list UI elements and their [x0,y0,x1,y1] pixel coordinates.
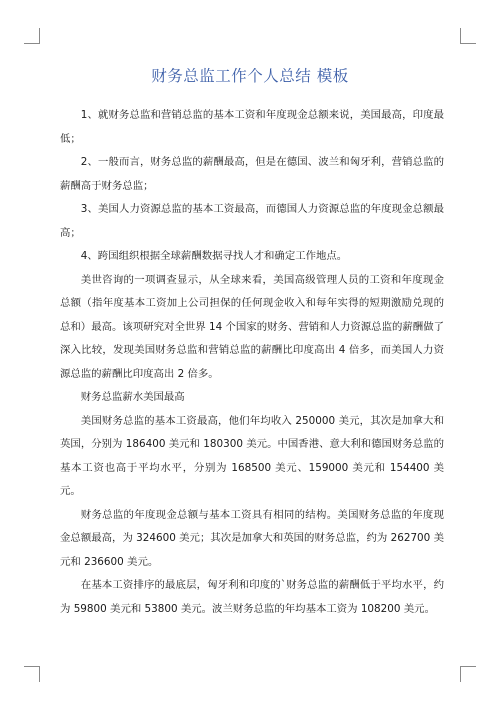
paragraph-1: 1、就财务总监和营销总监的基本工资和年度现金总额来说，美国最高，印度最低； [60,109,444,145]
document-body [60,104,444,621]
paragraph-7: 美国财务总监的基本工资最高，他们年均收入 250000 美元，其次是加拿大和英国，分别为 186400 美元和 180300 美元。中国香港、意大利和德国财务总监的基本工资也高于平均水平，分别为 168500 美元、159000 美元和 154400 美元。 [60,414,444,497]
crop-mark-bottom-left-horizontal [24,666,40,667]
crop-mark-top-left-horizontal [24,43,40,44]
paragraph-9: 在基本工资排序的最底层，匈牙利和印度的`财务总监的薪酬低于平均水平，约为 59800 美元和 53800 美元。波兰财务总监的年均基本工资为 108200 美元。 [60,579,444,615]
section-heading-cfo-salary: 财务总监薪水美国最高 [80,391,185,403]
paragraph-5: 美世咨询的一项调查显示，从全球来看，美国高级管理人员的工资和年度现金总额（指年度基本工资加上公司担保的任何现金收入和每年实得的短期激励兑现的总和）最高。该项研究对全世界 14 个国家的财务、营销和人力资源总监的薪酬做了深入比较，发现美国财务总监和营销总监的薪酬比印度高出 4 倍多，而美国人力资源总监的薪酬比印度高出 2 倍多。 [60,273,444,380]
crop-mark-bottom-right-vertical [460,666,461,682]
paragraph-8: 财务总监的年度现金总额与基本工资具有相同的结构。美国财务总监的年度现金总额最高，为 324600 美元；其次是加拿大和英国的财务总监，约为 262700 美元和 236600 美元。 [60,508,444,568]
crop-mark-bottom-right-horizontal [460,666,476,667]
crop-mark-top-left-vertical [39,28,40,44]
crop-mark-bottom-left-vertical [39,666,40,682]
paragraph-3: 3、美国人力资源总监的基本工资最高，而德国人力资源总监的年度现金总额最高； [60,203,444,239]
crop-mark-top-right-vertical [460,28,461,44]
crop-mark-top-right-horizontal [460,43,476,44]
paragraph-4: 4、跨国组织根据全球薪酬数据寻找人才和确定工作地点。 [80,250,348,262]
paragraph-2: 2、一般而言，财务总监的薪酬最高，但是在德国、波兰和匈牙利，营销总监的薪酬高于财务总监； [60,156,444,192]
document-title: 财务总监工作个人总结 模板 [151,67,349,85]
